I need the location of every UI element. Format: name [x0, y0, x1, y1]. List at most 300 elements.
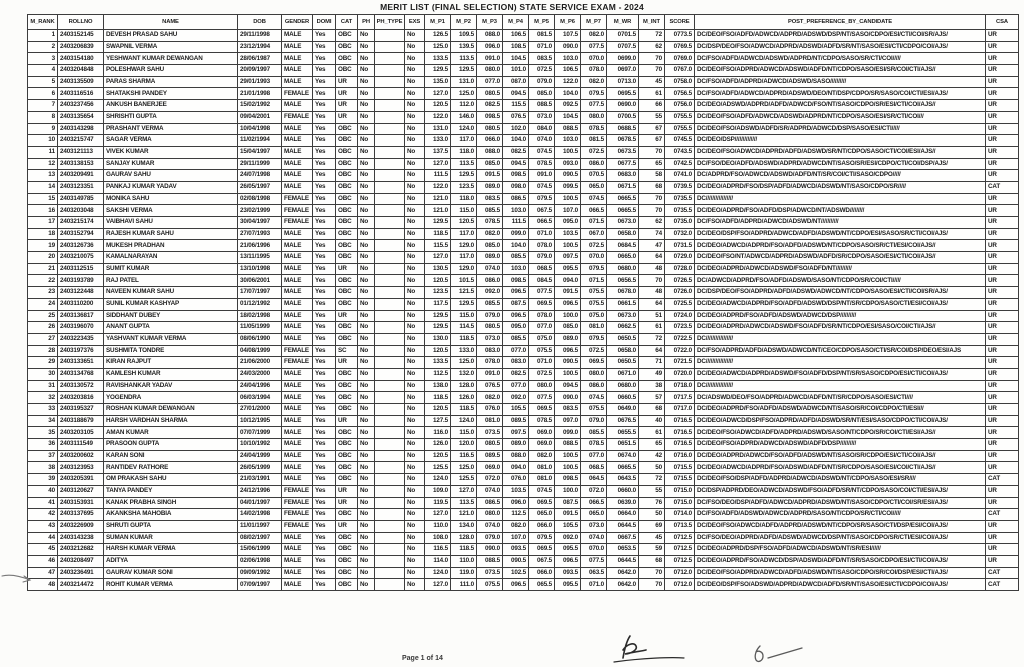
- cell: Yes: [313, 345, 336, 357]
- cell: 070.0: [581, 53, 607, 65]
- cell: 100.0: [555, 310, 581, 322]
- cell: 104.5: [555, 111, 581, 123]
- cell: DC/DEO/ADWCD/ADPRD/FSO/ADFD/ADSWD/NT/CDPO/SASO/SR/CTI/ESI/COI/AJS//: [695, 240, 986, 252]
- cell: 2403152145: [58, 30, 104, 42]
- cell: UR: [336, 310, 358, 322]
- cell: 134.0: [451, 520, 477, 532]
- cell: [375, 368, 405, 380]
- cell: 092.0: [503, 392, 529, 404]
- column-header: M_P5: [529, 15, 555, 30]
- cell: UR: [986, 146, 1019, 158]
- cell: No: [358, 123, 375, 135]
- cell: HARSH VARDHAN SHARMA: [104, 415, 238, 427]
- cell: 70: [639, 193, 665, 205]
- cell: DC/DEO/FSO/ADFD/ADWCD/ADPRD/ADSWD/DSP/NT/SASO/CDPO/ESI/CTI/COI/SR/AJS/: [695, 30, 986, 42]
- cell: 0639.0: [607, 497, 639, 509]
- cell: MALE: [282, 181, 313, 193]
- table-row: [28, 158, 1019, 170]
- cell: 080.5: [477, 88, 503, 100]
- cell: Yes: [313, 392, 336, 404]
- cell: 075.5: [581, 298, 607, 310]
- cell: Yes: [313, 146, 336, 158]
- cell: 077.5: [581, 555, 607, 567]
- table-row: [28, 509, 1019, 521]
- cell: No: [405, 41, 425, 53]
- cell: 0658.0: [607, 345, 639, 357]
- cell: 112.5: [503, 509, 529, 521]
- cell: 70: [639, 275, 665, 287]
- cell: 0769.5: [665, 41, 695, 53]
- cell: 0713.5: [665, 520, 695, 532]
- cell: No: [358, 497, 375, 509]
- cell: 0722.5: [665, 333, 695, 345]
- cell: AMAN KUMAR: [104, 427, 238, 439]
- cell: 092.0: [555, 532, 581, 544]
- cell: DC/ADSWD/DEO/FSO/ADPRD/ADWCD/ADFD/NT/SR/CDPO/SASO/ESI/CTI////: [695, 392, 986, 404]
- cell: 099.0: [503, 228, 529, 240]
- cell: No: [358, 509, 375, 521]
- cell: 075.5: [529, 345, 555, 357]
- cell: 116.5: [451, 450, 477, 462]
- cell: 70: [639, 146, 665, 158]
- cell: 088.5: [477, 555, 503, 567]
- cell: 0739.5: [665, 181, 695, 193]
- cell: MALE: [282, 100, 313, 112]
- cell: 103.0: [555, 53, 581, 65]
- cell: UR: [986, 357, 1019, 369]
- cell: 0655.5: [607, 427, 639, 439]
- cell: UR: [986, 520, 1019, 532]
- cell: 0684.5: [607, 240, 639, 252]
- cell: MALE: [282, 53, 313, 65]
- cell: Yes: [313, 380, 336, 392]
- cell: 0731.5: [665, 240, 695, 252]
- cell: UR: [986, 170, 1019, 182]
- cell: OBC: [336, 41, 358, 53]
- table-row: [28, 579, 1019, 591]
- cell: No: [358, 240, 375, 252]
- cell: OBC: [336, 146, 358, 158]
- cell: [375, 509, 405, 521]
- cell: No: [405, 100, 425, 112]
- cell: 122.0: [425, 181, 451, 193]
- margin-pen-mark-icon: [0, 566, 40, 592]
- cell: 079.5: [529, 193, 555, 205]
- cell: UR: [986, 298, 1019, 310]
- cell: 133.5: [425, 357, 451, 369]
- cell: 108.5: [503, 41, 529, 53]
- cell: 21/01/1998: [238, 88, 282, 100]
- cell: MALE: [282, 263, 313, 275]
- cell: 2403196070: [58, 322, 104, 334]
- cell: 117.5: [425, 298, 451, 310]
- cell: 129.5: [451, 298, 477, 310]
- cell: 069.5: [529, 497, 555, 509]
- cell: No: [405, 392, 425, 404]
- cell: 065.0: [581, 509, 607, 521]
- cell: 127.5: [425, 415, 451, 427]
- cell: [375, 30, 405, 42]
- cell: 131.0: [425, 123, 451, 135]
- cell: 2403154180: [58, 53, 104, 65]
- cell: NAVEEN KUMAR SAHU: [104, 287, 238, 299]
- cell: 111.5: [503, 217, 529, 229]
- cell: No: [358, 392, 375, 404]
- cell: No: [358, 170, 375, 182]
- cell: SAKSHI VERMA: [104, 205, 238, 217]
- cell: 091.0: [529, 170, 555, 182]
- cell: [375, 520, 405, 532]
- cell: UR: [336, 485, 358, 497]
- cell: 074.5: [529, 181, 555, 193]
- cell: 0735.0: [665, 217, 695, 229]
- table-row: [28, 287, 1019, 299]
- cell: 122.0: [555, 76, 581, 88]
- page-title: MERIT LIST (FINAL SELECTION) STATE SERVICE EXAM - 2024: [380, 2, 644, 12]
- cell: Yes: [313, 111, 336, 123]
- table-row: [28, 111, 1019, 123]
- table-row: [28, 146, 1019, 158]
- cell: No: [358, 88, 375, 100]
- cell: 078.0: [529, 310, 555, 322]
- cell: [375, 53, 405, 65]
- cell: MALE: [282, 310, 313, 322]
- cell: No: [405, 252, 425, 264]
- cell: ROHIT KUMAR VERMA: [104, 579, 238, 591]
- cell: 123.5: [451, 181, 477, 193]
- cell: [375, 65, 405, 77]
- cell: 45: [28, 544, 58, 556]
- cell: No: [405, 322, 425, 334]
- cell: MALE: [282, 41, 313, 53]
- cell: MALE: [282, 252, 313, 264]
- table-row: [28, 427, 1019, 439]
- cell: 07/07/1999: [238, 427, 282, 439]
- cell: 124.0: [451, 415, 477, 427]
- cell: 18: [28, 228, 58, 240]
- cell: 082.0: [477, 392, 503, 404]
- cell: 01/12/1992: [238, 298, 282, 310]
- cell: 17/07/1997: [238, 287, 282, 299]
- cell: 0677.5: [607, 158, 639, 170]
- cell: 078.0: [529, 240, 555, 252]
- cell: [375, 450, 405, 462]
- cell: 092.5: [555, 100, 581, 112]
- table-row: [28, 333, 1019, 345]
- cell: 088.5: [555, 439, 581, 451]
- cell: SHATAKSHI PANDEY: [104, 88, 238, 100]
- merit-table-container: [27, 14, 1019, 591]
- cell: 72: [639, 30, 665, 42]
- cell: 116.5: [425, 544, 451, 556]
- table-row: [28, 392, 1019, 404]
- cell: DC/DEO/FSO/ADWCD/ADPRD/ADFD/ADSWD/SR/NT/CDPO/SASO/CTI/COI/ESI/AJS//: [695, 146, 986, 158]
- cell: DC/FSO/ADFD/ADWCD/ADSWD/ADPRD/NT/CDPO/SASO/SR/CTI/COI/////: [695, 53, 986, 65]
- cell: No: [405, 240, 425, 252]
- cell: 077.5: [529, 392, 555, 404]
- cell: 30/06/2001: [238, 275, 282, 287]
- cell: 2403210075: [58, 252, 104, 264]
- cell: 0688.5: [607, 123, 639, 135]
- cell: SIDDHANT DUBEY: [104, 310, 238, 322]
- cell: 103.5: [555, 228, 581, 240]
- cell: UR: [986, 30, 1019, 42]
- cell: 081.0: [581, 322, 607, 334]
- cell: Yes: [313, 193, 336, 205]
- cell: 2403137695: [58, 509, 104, 521]
- cell: 089.0: [477, 181, 503, 193]
- cell: 085.5: [503, 252, 529, 264]
- cell: No: [358, 520, 375, 532]
- cell: 02/08/1998: [238, 193, 282, 205]
- cell: SHRUTI GUPTA: [104, 520, 238, 532]
- cell: 095.5: [555, 579, 581, 591]
- column-header: CAT: [336, 15, 358, 30]
- cell: 075.0: [529, 333, 555, 345]
- cell: 086.0: [477, 275, 503, 287]
- cell: 0726.5: [665, 275, 695, 287]
- cell: 120.5: [425, 100, 451, 112]
- cell: No: [358, 30, 375, 42]
- cell: 42: [639, 450, 665, 462]
- cell: 119.5: [425, 497, 451, 509]
- cell: 120.5: [425, 275, 451, 287]
- cell: UR: [986, 532, 1019, 544]
- cell: 0715.5: [665, 474, 695, 486]
- cell: 0701.5: [607, 30, 639, 42]
- cell: 28: [28, 345, 58, 357]
- cell: DC/FSO/ADFD/ADWCD/ADPRD/ADSWD/DEO/NT/DSP/CDPO/SR/SASO/COI/CTI/ESI/AJS/: [695, 88, 986, 100]
- cell: 075.5: [581, 404, 607, 416]
- cell: No: [405, 368, 425, 380]
- cell: [375, 404, 405, 416]
- cell: 099.0: [555, 427, 581, 439]
- cell: Yes: [313, 30, 336, 42]
- cell: No: [405, 123, 425, 135]
- cell: UR: [986, 485, 1019, 497]
- cell: DC/DEO/FSO/DSP/ADFD/ADPRD/ADWCD/ADSWD/NT/CDPO/SASO/ESI/SR////: [695, 474, 986, 486]
- cell: 097.0: [555, 415, 581, 427]
- column-header: SCORE: [665, 15, 695, 30]
- cell: 131.0: [451, 76, 477, 88]
- cell: 116.0: [425, 427, 451, 439]
- cell: GAURAV SAHU: [104, 170, 238, 182]
- cell: 085.5: [477, 298, 503, 310]
- cell: 106.5: [555, 65, 581, 77]
- cell: 069.5: [529, 544, 555, 556]
- cell: ROSHAN KUMAR DEWANGAN: [104, 404, 238, 416]
- cell: 089.5: [477, 450, 503, 462]
- cell: 2403135509: [58, 76, 104, 88]
- cell: 129.5: [451, 65, 477, 77]
- cell: MALE: [282, 298, 313, 310]
- cell: OBC: [336, 333, 358, 345]
- cell: 67: [639, 123, 665, 135]
- cell: 0674.0: [607, 450, 639, 462]
- cell: FEMALE: [282, 497, 313, 509]
- cell: 04/08/1999: [238, 345, 282, 357]
- cell: 0700.5: [607, 111, 639, 123]
- cell: 107.0: [503, 532, 529, 544]
- cell: 13/10/1998: [238, 263, 282, 275]
- cell: 16: [28, 205, 58, 217]
- column-header: M_P2: [451, 15, 477, 30]
- cell: 48: [639, 287, 665, 299]
- cell: 09/04/2001: [238, 111, 282, 123]
- cell: 0717.5: [665, 392, 695, 404]
- cell: 2403212682: [58, 544, 104, 556]
- cell: 0716.5: [665, 439, 695, 451]
- table-row: [28, 310, 1019, 322]
- cell: 089.0: [503, 439, 529, 451]
- cell: 28/06/1987: [238, 53, 282, 65]
- cell: 70: [639, 65, 665, 77]
- cell: 5: [28, 76, 58, 88]
- cell: DC/DEO/ADPRD/FSO/ADFD/ADSWD/ADWCD/DSP//////////: [695, 310, 986, 322]
- cell: 20: [28, 252, 58, 264]
- cell: 14/02/1998: [238, 509, 282, 521]
- cell: No: [405, 520, 425, 532]
- table-row: [28, 380, 1019, 392]
- cell: 0735.5: [665, 193, 695, 205]
- cell: UR: [986, 53, 1019, 65]
- cell: 55: [639, 485, 665, 497]
- cell: OBC: [336, 555, 358, 567]
- cell: DC/DEO/ADPRD/ADWCD/ADSWD/FSO/ADFD/SR/NT/CDPO/ESI/SASO/COI/CTI/AJS//: [695, 322, 986, 334]
- table-row: [28, 41, 1019, 53]
- column-header: PH_TYPE: [375, 15, 405, 30]
- cell: DC/DEO/FSO/ADWCD/ADFD/ADPRD/ADSWD/SASO/NT/CDPO/SR/COI/CTI/ESI/AJS//: [695, 427, 986, 439]
- cell: 120.5: [425, 345, 451, 357]
- cell: 47: [28, 567, 58, 579]
- cell: No: [358, 158, 375, 170]
- cell: UR: [986, 345, 1019, 357]
- signature-scribble-icon: [612, 632, 732, 666]
- cell: 2403188679: [58, 415, 104, 427]
- cell: 15: [28, 193, 58, 205]
- cell: MUKESH PRADHAN: [104, 240, 238, 252]
- cell: Yes: [313, 205, 336, 217]
- cell: UR: [986, 287, 1019, 299]
- cell: 098.5: [555, 474, 581, 486]
- cell: 075.5: [581, 287, 607, 299]
- cell: 2403143238: [58, 532, 104, 544]
- cell: YOGENDRA: [104, 392, 238, 404]
- cell: 67: [639, 135, 665, 147]
- cell: OBC: [336, 135, 358, 147]
- cell: MALE: [282, 380, 313, 392]
- cell: 19: [28, 240, 58, 252]
- cell: SUMIT KUMAR: [104, 263, 238, 275]
- cell: 2403203048: [58, 205, 104, 217]
- cell: DC/ADWCD/ADPRD/FSO/ADFD/ADSWD/SASO/NT/CDPO/SR/COI/CTI/////: [695, 275, 986, 287]
- cell: 0649.0: [607, 404, 639, 416]
- cell: 080.0: [477, 509, 503, 521]
- cell: 091.0: [477, 368, 503, 380]
- cell: 51: [639, 310, 665, 322]
- table-row: [28, 322, 1019, 334]
- cell: [375, 497, 405, 509]
- cell: 2403237456: [58, 100, 104, 112]
- cell: 45: [639, 532, 665, 544]
- cell: 0683.0: [607, 170, 639, 182]
- cell: MALE: [282, 240, 313, 252]
- cell: 0707.5: [607, 41, 639, 53]
- cell: 082.5: [503, 146, 529, 158]
- cell: 065.0: [529, 509, 555, 521]
- cell: No: [358, 310, 375, 322]
- cell: 11/02/1994: [238, 135, 282, 147]
- cell: 105.5: [503, 404, 529, 416]
- cell: 10: [28, 135, 58, 147]
- cell: MALE: [282, 123, 313, 135]
- cell: [375, 181, 405, 193]
- cell: 124.0: [425, 567, 451, 579]
- cell: 105.5: [555, 520, 581, 532]
- cell: No: [405, 380, 425, 392]
- table-row: [28, 53, 1019, 65]
- cell: 0712.5: [665, 555, 695, 567]
- cell: 2403215174: [58, 217, 104, 229]
- cell: MALE: [282, 415, 313, 427]
- cell: No: [358, 544, 375, 556]
- cell: [375, 88, 405, 100]
- cell: 090.0: [477, 544, 503, 556]
- cell: 68: [639, 555, 665, 567]
- table-row: [28, 520, 1019, 532]
- cell: OBC: [336, 170, 358, 182]
- cell: 098.5: [477, 111, 503, 123]
- cell: 1: [28, 30, 58, 42]
- cell: 2403111549: [58, 439, 104, 451]
- cell: 2403215747: [58, 135, 104, 147]
- cell: 067.5: [529, 555, 555, 567]
- cell: FEMALE: [282, 217, 313, 229]
- cell: 127.0: [425, 88, 451, 100]
- cell: 57: [639, 392, 665, 404]
- cell: 0722.0: [665, 345, 695, 357]
- cell: No: [405, 53, 425, 65]
- cell: 61: [639, 427, 665, 439]
- cell: No: [405, 450, 425, 462]
- cell: 115.0: [451, 310, 477, 322]
- cell: DC/DEO/ADWCD/DSP/FSO/ADPRD/ADFD/ADSWD/SR/NT/ESI/SASO/CDPO/CTI/COI/AJS/: [695, 415, 986, 427]
- cell: OBC: [336, 123, 358, 135]
- cell: UR: [986, 392, 1019, 404]
- cell: 085.5: [477, 205, 503, 217]
- cell: 113.5: [451, 497, 477, 509]
- cell: 090.0: [555, 41, 581, 53]
- cell: 41: [28, 497, 58, 509]
- cell: 2403149785: [58, 193, 104, 205]
- cell: MALE: [282, 30, 313, 42]
- column-header: M_P7: [581, 15, 607, 30]
- cell: 070.5: [581, 170, 607, 182]
- cell: 082.0: [477, 228, 503, 240]
- cell: 121.0: [451, 509, 477, 521]
- cell: 101.5: [451, 275, 477, 287]
- cell: [375, 427, 405, 439]
- cell: Yes: [313, 240, 336, 252]
- cell: Yes: [313, 41, 336, 53]
- cell: 085.5: [503, 333, 529, 345]
- cell: 0716.0: [665, 450, 695, 462]
- cell: 0699.0: [607, 53, 639, 65]
- cell: [375, 193, 405, 205]
- cell: OBC: [336, 205, 358, 217]
- cell: 096.5: [555, 298, 581, 310]
- cell: 113.5: [451, 158, 477, 170]
